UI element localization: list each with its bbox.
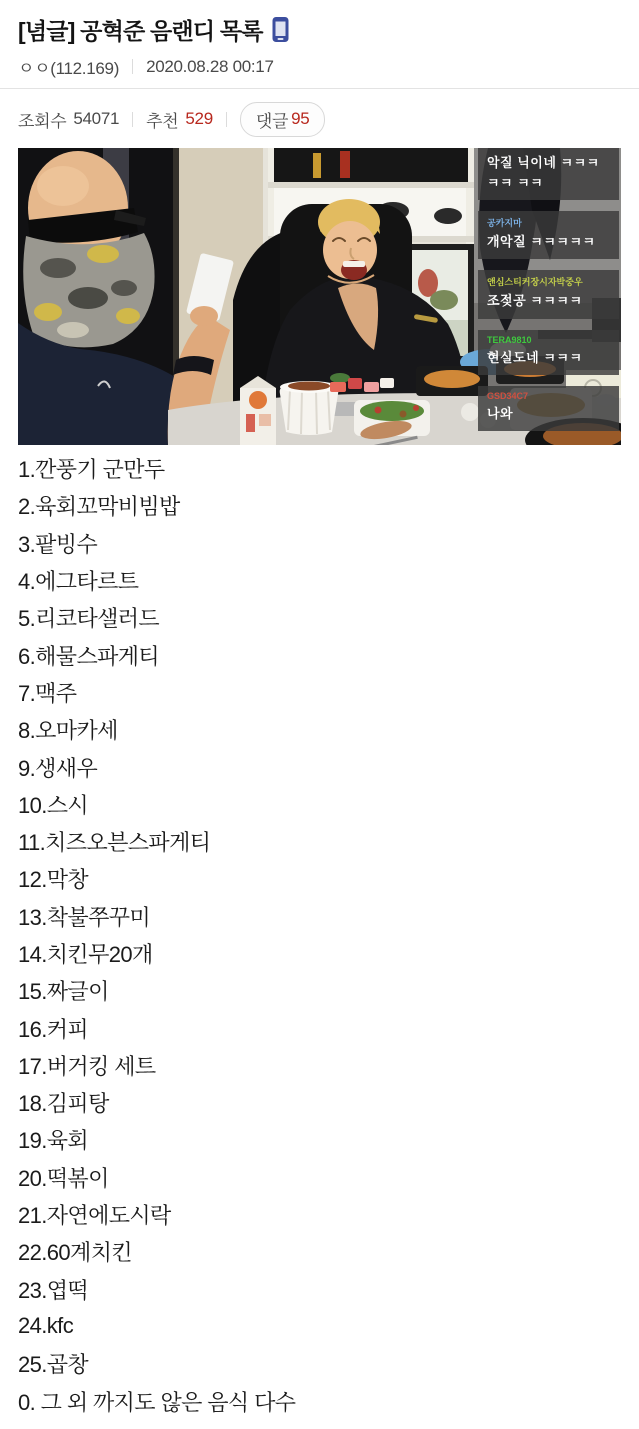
comment-number: 95 [291,109,310,128]
chat-text: 나와 [487,405,514,421]
milk-carton [240,376,276,445]
chat-username: GSD34C7 [487,390,529,401]
food-list-item: 2.육회꼬막비빔밥 [18,494,180,520]
chat-message [478,270,619,318]
food-list-item: 8.오마카세 [18,718,118,744]
food-list-item: 6.해물스파게티 [18,643,160,669]
food-list-item: 14.치킨무20개 [18,942,153,967]
chat-message [478,211,619,259]
food-list-item: 22.60계치킨 [18,1240,133,1266]
post-image [18,148,621,445]
post-body-food-list [18,450,618,1420]
upvote-count: 추천 529 [146,109,213,131]
separator [132,112,133,127]
header-divider [0,88,639,89]
comments-button[interactable]: 댓글 95 [240,102,326,137]
food-list-item: 13.착불쭈꾸미 [18,904,151,930]
food-list-item: 9.생새우 [18,755,98,781]
chat-text: 조젖공 ㅋㅋㅋㅋ [487,293,583,309]
chat-message [478,148,619,200]
food-list-item: 24.kfc [18,1313,74,1339]
ramekin-bowl [280,381,339,435]
chat-username: TERA9810 [487,334,532,345]
phone-icon [272,16,289,43]
food-list-item: 1.깐풍기 군만두 [18,457,165,483]
chat-text: 현실도네 ㅋㅋㅋ [487,349,583,365]
chat-message [478,386,619,431]
food-list-item: 23.엽떡 [18,1277,89,1303]
chat-username: 앤심스티커장시자박중우 [487,277,583,288]
food-list-item: 18.김피탕 [18,1091,109,1117]
food-list-item: 5.리코타샐러드 [18,606,160,632]
food-list-item: 25.곱창 [18,1352,89,1378]
food-list-item: 19.육회 [18,1128,89,1154]
chat-message [478,330,619,375]
view-count: 조회수 54071 [18,109,120,131]
chat-username: 공카지마 [487,218,522,229]
post-header [18,13,289,46]
food-list-item: 0. 그 외 까지도 않은 음식 다수 [18,1389,296,1415]
post-meta [18,54,274,79]
page-title: [념글] 공혁준 음랜디 목록 [18,18,263,44]
food-list-item: 3.팥빙수 [18,531,98,557]
food-list-item: 11.치즈오븐스파게티 [18,830,211,856]
chat-text: 악질 닉이네 ㅋㅋㅋㅋㅋ ㅋㅋ [487,155,600,191]
food-list-item: 10.스시 [18,792,89,818]
food-list-item: 16.커피 [18,1016,89,1042]
food-list-item: 4.에그타르트 [18,569,139,595]
post-stats [18,102,325,136]
chat-text: 개악질 ㅋㅋㅋㅋㅋ [487,234,596,250]
food-list-item: 21.자연에도시락 [18,1203,171,1229]
food-list-item: 17.버거킹 세트 [18,1053,156,1079]
author-nickname[interactable]: ㅇㅇ(112.169) [18,59,120,78]
food-list-item: 15.짜글이 [18,979,109,1005]
food-list-item: 20.떡볶이 [18,1165,109,1191]
upvote-number: 529 [185,109,213,128]
post-date: 2020.08.28 00:17 [146,56,274,76]
food-list-item: 7.맥주 [18,680,77,706]
food-list-item: 12.막창 [18,867,89,893]
separator [226,112,227,127]
separator [132,59,133,74]
stream-chat-overlay [478,148,619,431]
